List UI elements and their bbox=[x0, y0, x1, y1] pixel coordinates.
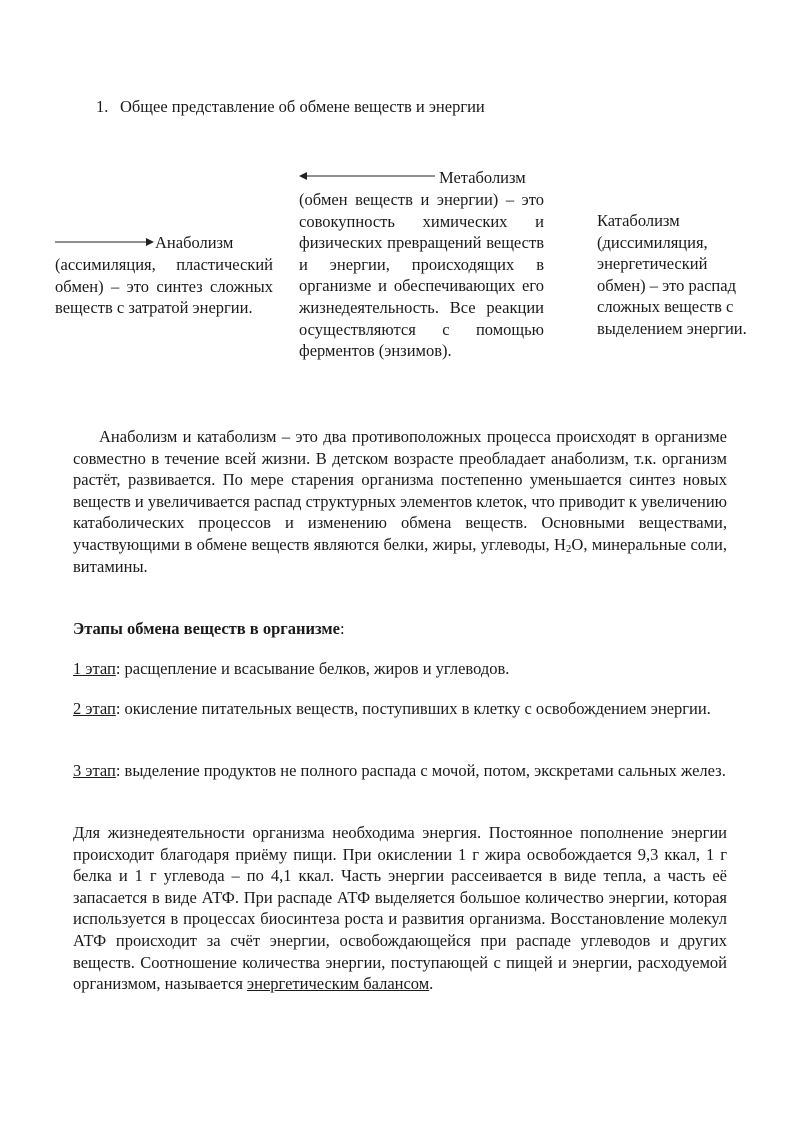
heading-text: Общее представление об обмене веществ и энергии bbox=[120, 97, 485, 116]
anabolism-body: (ассимиляция, пластический обмен) – это синтез сложных веществ с затратой энергии. bbox=[55, 255, 273, 318]
stage-text: : выделение продуктов не полного распада с мочой, потом, экскретами сальных желез. bbox=[115, 761, 726, 780]
section-heading bbox=[96, 96, 696, 118]
h2o-subscript: 2 bbox=[565, 542, 572, 555]
left-arrow-icon bbox=[299, 167, 439, 189]
stages-heading bbox=[73, 618, 727, 640]
catabolism-text: Катаболизм (диссимиляция, энергетический обмен) – это распад сложных веществ с выделением энергии. bbox=[597, 211, 747, 338]
heading-number: 1. bbox=[96, 97, 109, 116]
stage-item bbox=[73, 760, 727, 782]
stage-text: : расщепление и всасывание белков, жиров и углеводов. bbox=[115, 659, 510, 678]
stage-item bbox=[73, 658, 727, 680]
stage-label: 3 этап bbox=[73, 761, 116, 780]
intro-text: Анаболизм и катаболизм – это два противоположных процесса происходят в организме совместно в течение всей жизни. В детском возрасте преобладает анаболизм, т.к. организм растёт, развивается. По мере старения организма постепенно уменьшается синтез новых веществ и увеличивается распад структурных элементов клеток, что приводит к увеличению катаболических процессов и изменению обмена веществ. Основными веществами, участвующими в обмене веществ являются белки, жиры, углеводы, H bbox=[73, 427, 728, 554]
metabolism-body: (обмен веществ и энергии) – это совокупность химических и физических превращений веществ и энергии, происходящих в организме и обеспечивающих его жизнедеятельность. Все реакции осуществляются с помощью ферментов (энзимов). bbox=[299, 190, 544, 361]
energy-text: Для жизнедеятельности организма необходима энергия. Постоянное пополнение энергии происходит благодаря приёму пищи. При окислении 1 г жира освобождается 9,3 ккал, 1 г белка и 1 г углевода – по 4,1 ккал. Часть энергии рассеивается в виде тепла, а часть её запасается в виде АТФ. При распаде АТФ выделяется большое количество энергии, которая используется в процессах биосинтеза роста и развития организма. Восстановление молекул АТФ происходит за счёт энергии, освобождающейся при распаде углеводов и других веществ. Соотношение количества энергии, поступающей с пищей и энергии, расходуемой организмом, называется bbox=[73, 823, 727, 994]
energy-paragraph bbox=[73, 822, 727, 995]
stages-title: Этапы обмена веществ в организме bbox=[73, 619, 340, 638]
right-arrow-icon bbox=[55, 232, 155, 254]
anabolism-title: Анаболизм bbox=[155, 233, 234, 252]
intro-text-end: O, минеральные соли, витамины. bbox=[73, 534, 727, 576]
energy-end: . bbox=[429, 974, 434, 994]
metabolism-block bbox=[299, 167, 544, 362]
stage-label: 1 этап bbox=[73, 659, 116, 678]
stages-colon: : bbox=[340, 619, 345, 638]
catabolism-block bbox=[597, 210, 760, 340]
anabolism-block bbox=[55, 232, 273, 319]
stage-text: : окисление питательных веществ, поступивших в клетку с освобождением энергии. bbox=[115, 699, 711, 718]
metabolism-title: Метаболизм bbox=[439, 168, 526, 187]
stage-item bbox=[73, 698, 727, 720]
intro-paragraph bbox=[73, 426, 727, 577]
stage-label: 2 этап bbox=[73, 699, 116, 718]
energy-balance-term: энергетическим балансом bbox=[247, 974, 430, 994]
